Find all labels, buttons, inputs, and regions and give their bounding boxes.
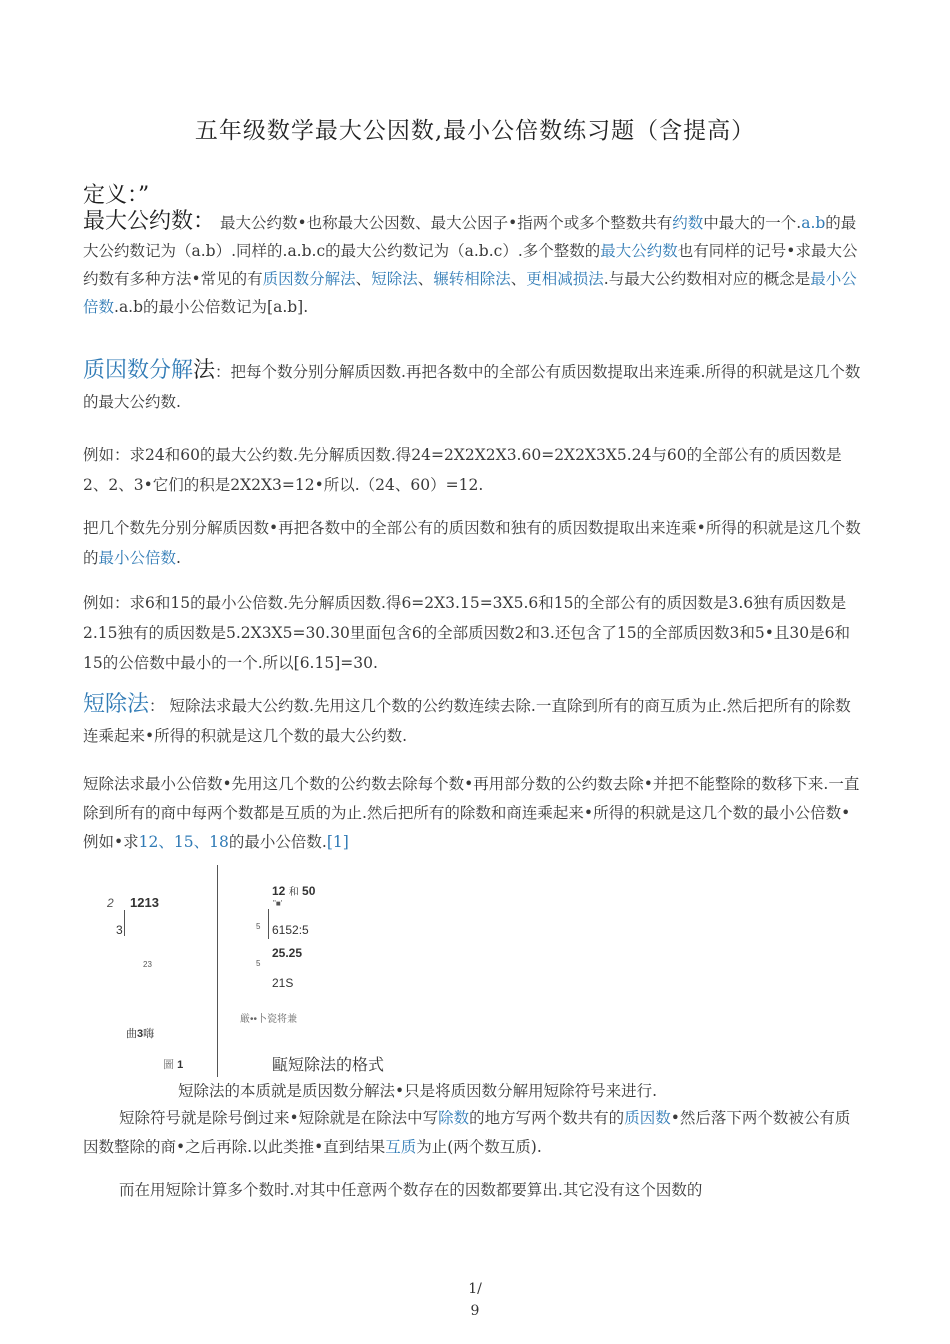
gcd-text-7: 、 [510,270,527,288]
link-gcd[interactable]: 最大公约数 [600,242,678,260]
symbol-text-4: 为止(两个数互质). [416,1138,542,1156]
gcd-definition-paragraph [83,208,863,321]
fig-left-qu-tail: 嗨 [143,1028,155,1040]
fig-right-row-3: 21S [272,976,294,990]
fig-left-1213: 1213 [130,895,159,910]
gcd-text-9: .a.b的最小公倍数记为[a.b]. [114,298,309,316]
short-division-symbol-paragraph [83,1104,863,1162]
sd2-sep-2: 、 [193,833,210,851]
gcd-text-2: 中最大的一个. [703,214,802,232]
fig-right-and: 和 [288,887,299,898]
prime-factorization-heading-tail: 法 [193,358,216,383]
fig-left-qu [126,1025,154,1041]
fig-left-divisor-3: 3 [116,923,123,937]
symbol-text-1: 短除符号就是除号倒过来•短除就是在除法中写 [119,1109,439,1127]
fig-left-bracket [124,910,125,936]
link-prime-factorization[interactable]: 质因数分解法 [262,270,356,288]
link-divisor-2[interactable]: 除数 [438,1109,470,1127]
fig-right-row-2: 25.25 [272,946,303,960]
prime-factorization-text: 把每个数分别分解质因数.再把各数中的全部公有质因数提取出来连乘.所得的积就是这几个数的最大公约数. [83,363,861,411]
gcd-text-5: 、 [355,270,372,288]
link-reference-1[interactable]: [1] [326,833,349,851]
link-coprime[interactable]: 互质 [385,1138,417,1156]
fig-right-mark: "■' [273,899,283,908]
symbol-text-3: •然后落下两个数被公有质因数整除的商•之后再除.以此类推•直到结果 [83,1109,851,1156]
link-divisor[interactable]: 约数 [672,214,704,232]
prime-factorization-heading[interactable]: 质因数分解 [83,358,194,383]
short-division-heading[interactable]: 短除法 [83,692,150,717]
short-division-figure [90,862,450,1077]
link-lcm-2[interactable]: 最小公倍数 [98,549,177,567]
lcm-definition-paragraph [83,513,863,573]
sd2-text-2: 的最小公倍数. [228,833,327,851]
fig-right-bracket [268,909,269,939]
example-lcm-paragraph: 例如：求6和15的最小公倍数.先分解质因数.得6=2X3.15=3X5.6和15的全部公有的质因数是3.6独有质因数是2.15独有的质因数是5.2X3X5=30.30里面包含6的全部质因数2和3.还包含了15的全部质因数3和5•且30是6和15的公倍数中最小的一个.所以[6.15]=30. [83,594,851,672]
gcd-heading: 最大公约数： [83,209,216,234]
fig-left-qu-3: 3 [137,1028,144,1040]
sd2-text-1: 短除法求最小公倍数•先用这几个数的公约数去除每个数•再用部分数的公约数去除•并把不能整除的数移下来.一直除到所有的商中每两个数都是互质的为止.然后把所有的除数和商连乘起来•所得的积就是这几个数的最小公倍数•例如•求 [83,775,860,851]
prime-factorization-paragraph [83,356,863,417]
fig-left-23: 23 [143,960,152,969]
page-number [455,1278,495,1322]
gcd-text-6: 、 [417,270,434,288]
figure-caption: 甌短除法的格式 [272,1055,385,1074]
lcm-text-2: . [176,549,181,567]
fig-right-note: 厳••卜瓷将兼 [240,1014,298,1025]
gcd-text-4: 也有同样的记号•求最大公约数有多种方法•常见的有 [83,242,858,288]
link-subtraction-method[interactable]: 更相减损法 [526,270,604,288]
fig-right-row-1: 6152:5 [272,923,309,937]
page-current: 1/ [468,1281,482,1297]
link-ab[interactable]: a.b [801,214,826,232]
short-division-text: 短除法求最大公约数.先用这几个数的公约数连续去除.一直除到所有的商互质为止.然后把所有的除数连乘起来•所得的积就是这几个数的最大公约数. [83,697,851,745]
gcd-text-3: 的最大公约数记为（a.b）.同样的.a.b.c的最大公约数记为（a.b.c）.多个整数的 [83,214,857,260]
fig-right-divisor-5b: 5 [256,959,261,968]
link-12[interactable]: 12 [138,833,159,851]
lcm-text-1: 把几个数先分别分解质因数•再把各数中的全部公有的质因数和独有的质因数提取出来连乘•所得的积就是这几个数的 [83,519,861,567]
figure-divider-line [217,865,218,1077]
short-division-lcm-paragraph [83,770,863,857]
fig-left-divisor-2: 2 [107,896,114,910]
prime-factorization-colon: ： [215,363,231,381]
link-18[interactable]: 18 [209,833,229,851]
gcd-text-8: .与最大公约数相对应的概念是 [603,270,811,288]
example-gcd-paragraph: 例如：求24和60的最大公约数.先分解质因数.得24=2X2X2X3.60=2X2X3X5.24与60的全部公有的质因数是2、2、3•它们的积是2X2X3=12•所以.（24、60）=12. [83,446,842,494]
fig-right-divisor-5a: 5 [256,922,261,931]
symbol-text-2: 的地方写两个数共有的 [469,1109,625,1127]
link-lcm[interactable]: 最小公倍数 [83,270,857,316]
sd2-sep-1: 、 [158,833,174,851]
fig-label [163,1056,183,1072]
page-title: 五年级数学最大公因数,最小公倍数练习题（含提高） [194,118,756,144]
multi-number-paragraph: 而在用短除计算多个数时.对其中任意两个数存在的因数都要算出.其它没有这个因数的 [119,1181,703,1199]
definition-heading: 定义：” [83,183,150,208]
fig-label-num: 1 [177,1059,184,1071]
essence-paragraph: 短除法的本质就是质因数分解法•只是将质因数分解用短除符号来进行. [178,1082,658,1100]
fig-right-header [272,883,315,898]
link-euclidean[interactable]: 辗转相除法 [433,270,511,288]
link-short-division[interactable]: 短除法 [371,270,418,288]
gcd-text-1: 最大公约数•也称最大公因数、最大公因子•指两个或多个整数共有 [219,214,673,232]
link-15[interactable]: 15 [173,833,194,851]
fig-right-12: 12 [272,884,286,898]
fig-right-50: 50 [302,884,316,898]
short-division-colon: ： [149,697,165,715]
link-prime-factor[interactable]: 质因数 [624,1109,671,1127]
fig-left-qu-char: 曲 [126,1028,137,1040]
short-division-paragraph [83,690,863,751]
page-total: 9 [470,1303,480,1319]
fig-label-char: 圖 [163,1059,174,1071]
